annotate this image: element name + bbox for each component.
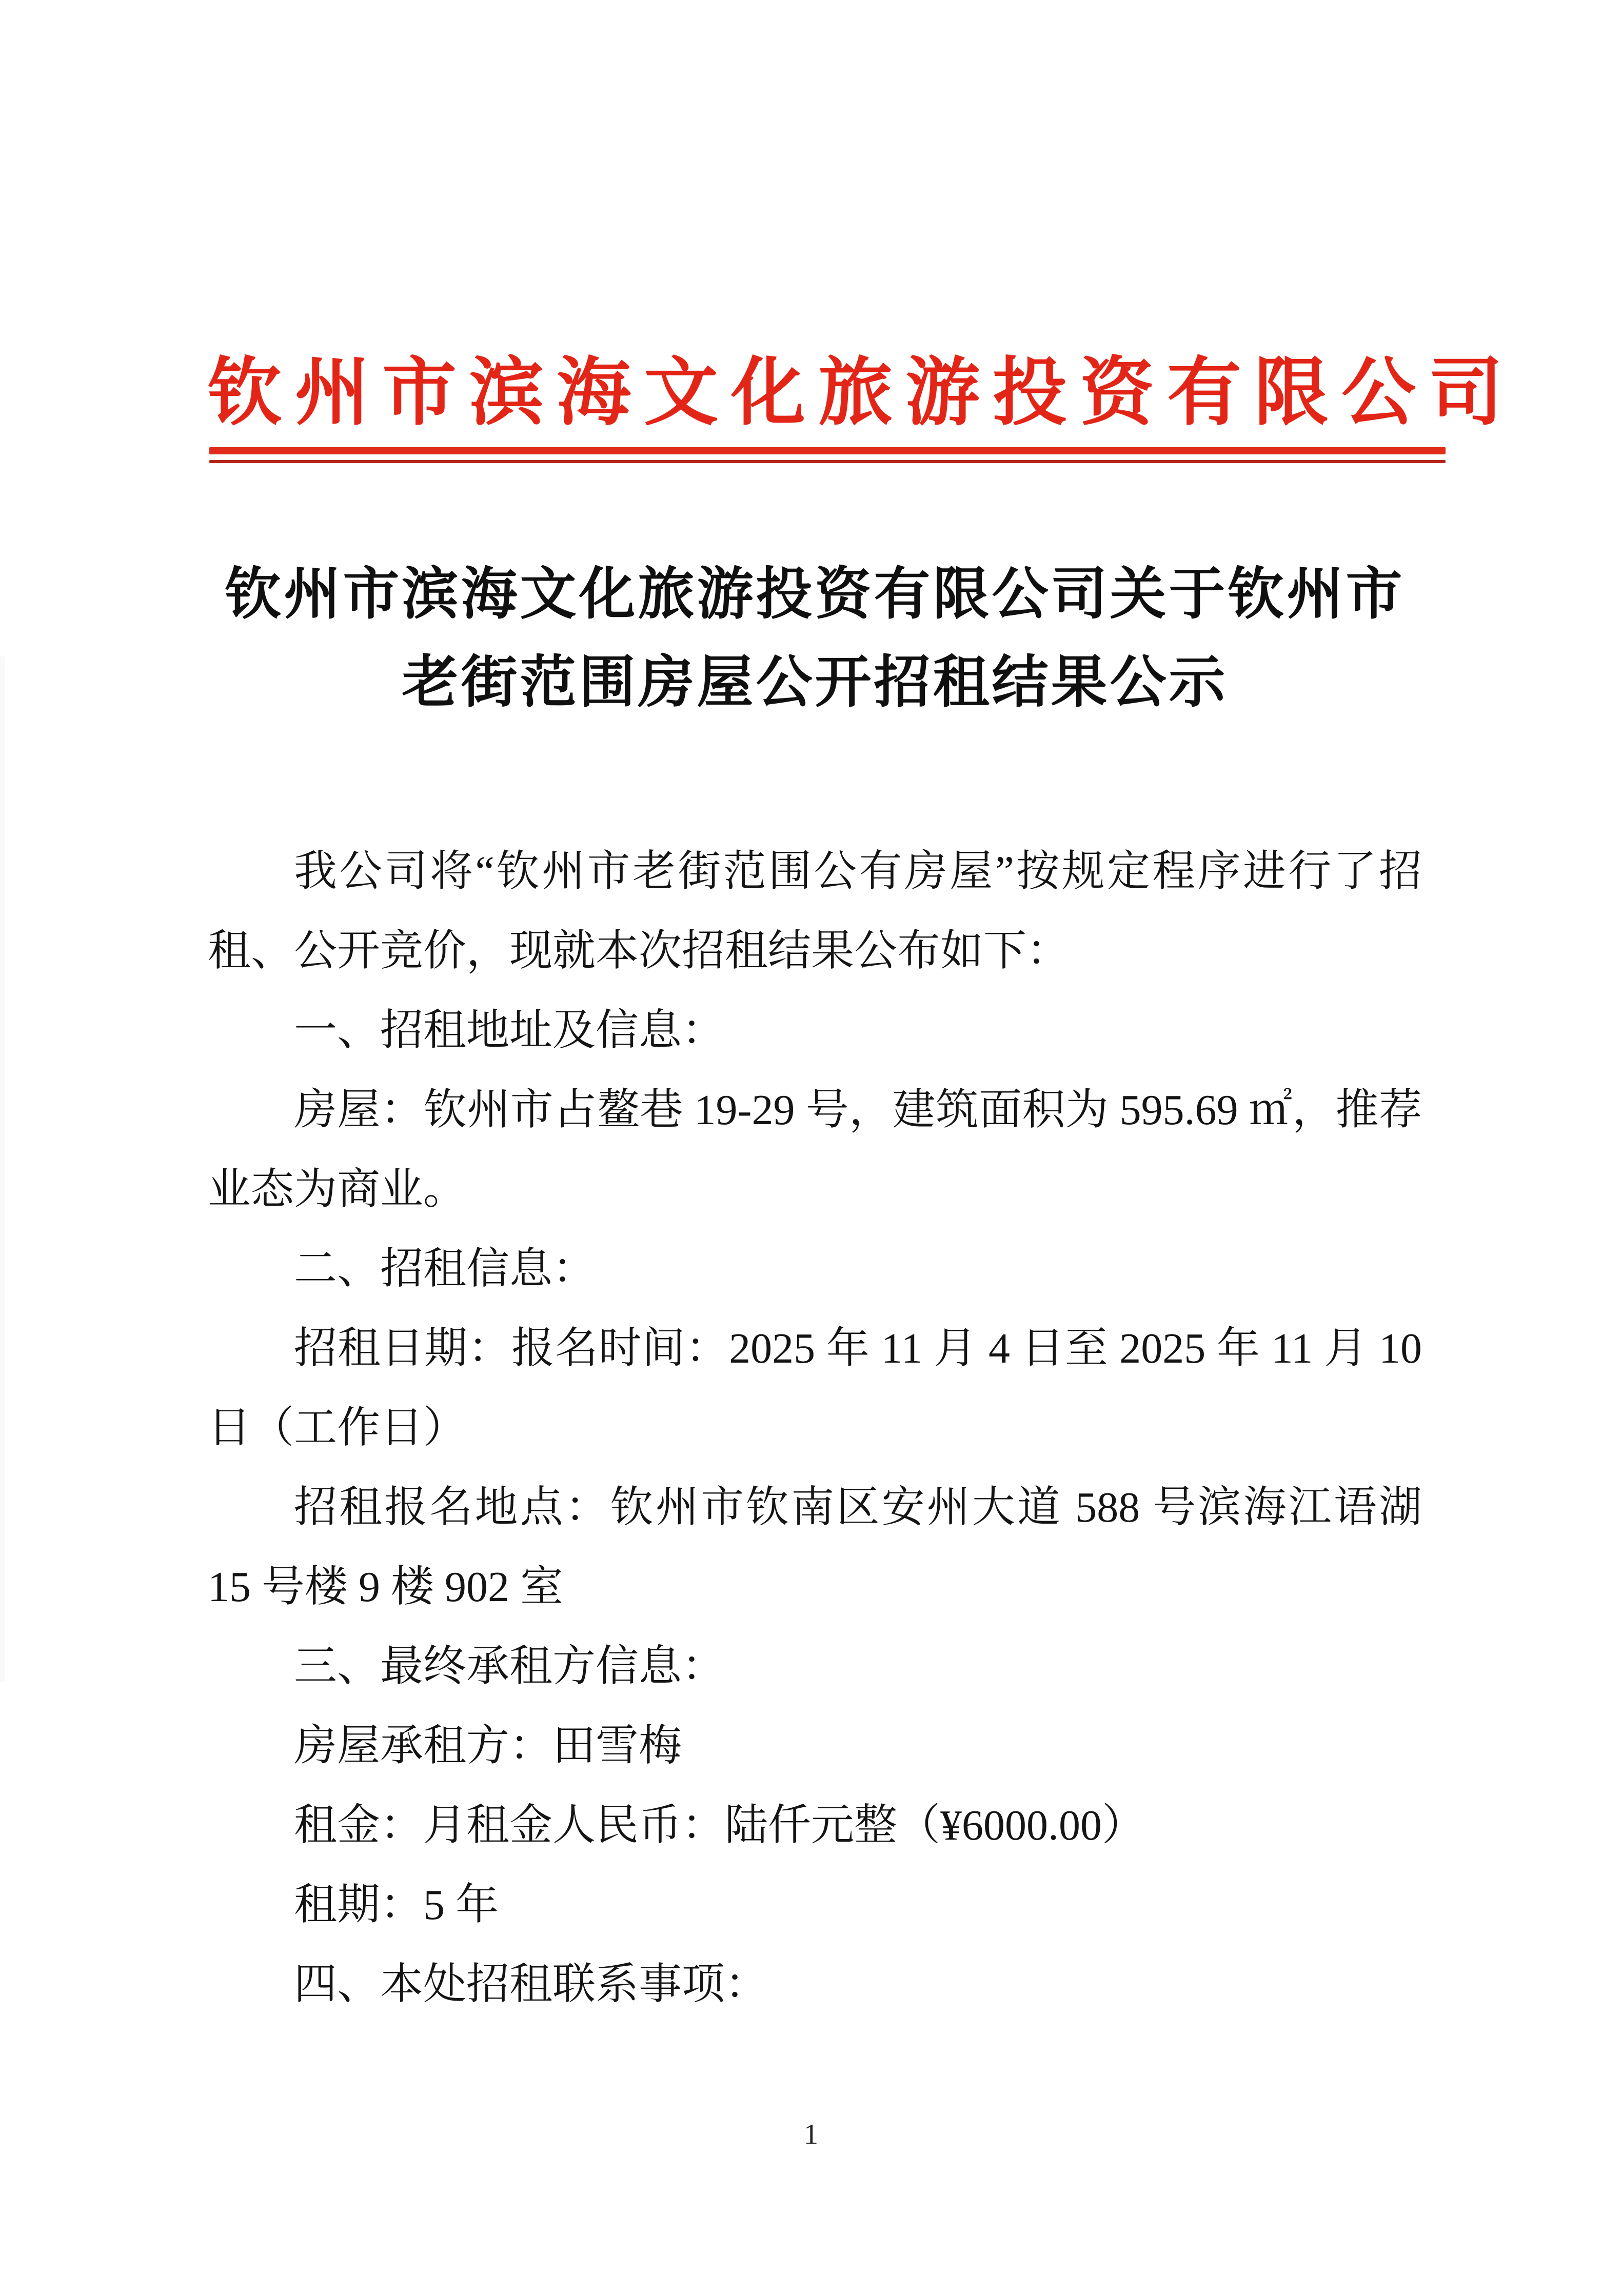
section-heading-rental-address: 一、招租地址及信息： <box>294 1007 725 1054</box>
section-heading-contact-matters: 四、本处招租联系事项： <box>294 1961 768 2008</box>
section-heading-rental-info: 二、招租信息： <box>294 1245 596 1293</box>
document-title-line-1: 钦州市滨海文化旅游投资有限公司关于钦州市 <box>225 563 1405 626</box>
paragraph-rent-amount: 租金：月租金人民币：陆仟元整（¥6000.00） <box>294 1802 1145 1849</box>
document-body <box>208 832 1422 2024</box>
document-title-line-2: 老街范围房屋公开招租结果公示 <box>402 651 1228 714</box>
letterhead-rule-thin <box>209 460 1446 463</box>
paragraph-intro: 我公司将“钦州市老街范围公有房屋”按规定程序进行了招租、公开竞价，现就本次招租结果公布如下： <box>208 848 1422 975</box>
document-title <box>208 550 1422 727</box>
letterhead-rules <box>209 447 1446 463</box>
letterhead-company-name: 钦州市滨海文化旅游投资有限公司 <box>208 351 1516 434</box>
paragraph-registration-address: 招租报名地点：钦州市钦南区安州大道 588 号滨海江语湖 15 号楼 9 楼 902 室 <box>208 1484 1422 1611</box>
scan-artifact <box>0 656 5 1682</box>
section-heading-final-lessee: 三、最终承租方信息： <box>294 1643 725 1690</box>
paragraph-property-info: 房屋：钦州市占鳌巷 19-29 号，建筑面积为 595.69 ㎡，推荐业态为商业。 <box>208 1086 1422 1213</box>
page-number: 1 <box>804 2119 818 2150</box>
paragraph-lease-term: 租期：5 年 <box>294 1881 499 1929</box>
letterhead-rule-thick <box>209 447 1446 454</box>
paragraph-rental-dates: 招租日期：报名时间：2025 年 11 月 4 日至 2025 年 11 月 10 日（工作日） <box>208 1325 1422 1452</box>
paragraph-lessee-name: 房屋承租方：田雪梅 <box>294 1722 682 1770</box>
